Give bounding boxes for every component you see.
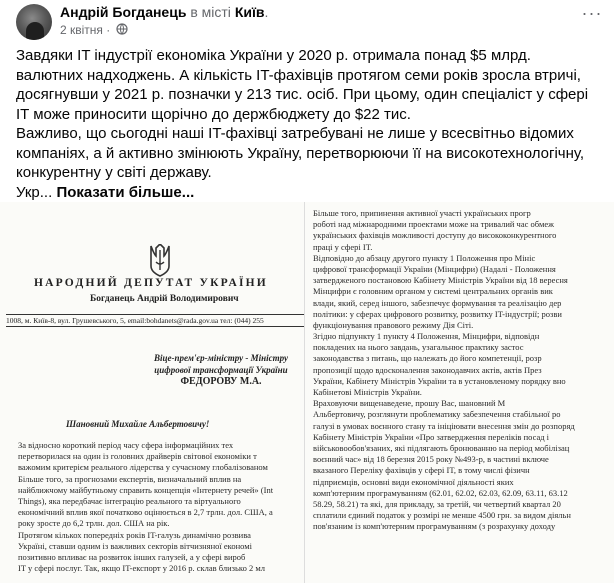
letter-line: За відносно короткий період часу сфера інформаційних тех xyxy=(18,440,234,450)
avatar[interactable] xyxy=(16,4,52,40)
author-name[interactable]: Андрій Богданець xyxy=(60,4,187,20)
truncated-text: Укр... xyxy=(16,183,53,201)
date-separator: · xyxy=(106,23,111,37)
letter-line: Альбертовичу, розглянути проблематику забезпечення стабільної ро xyxy=(313,409,561,420)
location-prefix: в місті xyxy=(190,4,231,20)
letter-line: найближчому майбутньому справить концепція «Інтернету речей» (Int xyxy=(18,484,274,495)
letter-line: позитивно впливає на розвиток інших галузей, а у сфері вироб xyxy=(18,551,246,562)
letter-line: Мінцифри є головним органом у системі центральних органів вик xyxy=(313,286,553,297)
letter-line: пов'язаним із комп'ютерним програмуванням (з розрахунку доходу xyxy=(313,521,556,532)
trident-emblem-icon xyxy=(148,244,172,278)
letter-line: законодавства з питань, що належать до його компетенції, розр xyxy=(313,353,542,364)
letter-line: військовообов'язаних, які підлягають бронюванню на період мобілізац xyxy=(313,442,570,453)
letter-line: воєнний час» від 18 березня 2015 року №493-р, в частині включе xyxy=(313,454,549,465)
addressee-line: Віце-прем'єр-міністру - Міністру xyxy=(153,353,289,363)
letter-line: влади, який, серед іншого, забезпечує формування та реалізацію дер xyxy=(313,297,562,308)
addressee-block xyxy=(136,352,304,388)
more-options-button[interactable] xyxy=(578,3,606,24)
letter-line: перетворилася на один із головних драйверів світової економіки т xyxy=(18,451,257,462)
letter-line: Things), яка передбачає інтеграцію реального та віртуального xyxy=(18,495,241,506)
letter-line: українських фахівців можливості доступу до висококонкурентного xyxy=(313,230,557,241)
deputy-name: Богданець Андрій Володимирович xyxy=(90,294,239,304)
letter-line: року зросте до 6,2 трлн. дол. США на рік. xyxy=(18,518,170,529)
letter-line: покладених на нього завдань, узагальнює практику застос xyxy=(313,342,524,353)
letter-line: галузі в умовах воєнного стану та ініціювати внесення змін до розпоряд xyxy=(313,420,575,431)
post-paragraph: Завдяки IT індустрії економіка України у 2020 р. отримала понад $5 млрд. валютних надходжень. А кількість IT-фахівців протягом семи років зросла втричі, досягнувши у 2021 р. позначки у 213 тис. осіб. При цьому, один спеціаліст у сфері IT може приносити щорічно до держбюджету до $22 тис. xyxy=(16,47,589,123)
letter-line: праці у сфері IT. xyxy=(313,241,373,252)
letter-line: цифрової трансформації України (Мінцифри) (Надалі - Положення xyxy=(313,263,556,274)
letter-body-left xyxy=(18,440,273,574)
post-truncated-line xyxy=(16,183,601,203)
post-date[interactable]: 2 квітня xyxy=(60,23,103,37)
addressee-name: ФЕДОРОВУ М.А. xyxy=(180,376,262,387)
letter-line: Більше того, за прогнозами експертів, визначальний вплив на xyxy=(18,473,242,484)
see-more-link[interactable]: Показати більше... xyxy=(56,183,195,201)
globe-icon xyxy=(116,23,128,38)
author-line: Андрій Богданець в місті Київ. xyxy=(60,4,269,20)
document-page-left xyxy=(0,202,304,583)
letter-line: економічний вплив якої початково оцінюється в 2,7 трлн. дол. США, а xyxy=(18,507,273,518)
letter-line: вказаного Переліку фахівців у сфері IT, в тому числі фізичн xyxy=(313,465,530,476)
letter-line: функціонування правового режиму Дія Сіті. xyxy=(313,319,474,330)
divider xyxy=(6,326,304,327)
letter-line: Згідно підпункту 1 пункту 4 Положення, Мінцифри, відповідн xyxy=(313,331,540,342)
letter-line: сплатили єдиний податок у розмірі не менше 4500 грн. за видом діяльн xyxy=(313,510,571,521)
ellipsis-icon: ··· xyxy=(581,3,603,23)
letter-line: України, Кабінету Міністрів України та в установленому порядку вно xyxy=(313,375,566,386)
letter-line: Відповідно до абзацу другого пункту 1 Положення про Мініс xyxy=(313,252,536,263)
letter-line: Україні, ставши одним із важливих секторів вітчизняної економі xyxy=(18,540,252,551)
letter-line: підприємців, основні види економічної діяльності яких xyxy=(313,476,514,487)
post-meta xyxy=(60,23,128,38)
letter-line: роботі над міжнародними проектами може на тривалий час обмеж xyxy=(313,219,555,230)
document-page-right xyxy=(304,202,614,583)
letter-line: комп'ютерним програмуванням (62.01, 62.02, 62.03, 62.09, 63.11, 63.12 xyxy=(313,487,568,498)
letter-line: пропозиції щодо вдосконалення законодавчих актів, актів През xyxy=(313,364,542,375)
letter-body-right xyxy=(313,208,575,532)
letter-line: політики: у сферах цифрового розвитку, розвитку IT-індустрії; розви xyxy=(313,308,562,319)
letter-line: затвердженого постановою Кабінету Міністрів України від 18 вересня xyxy=(313,275,568,286)
letter-line: Кабінету Міністрів України «Про затвердження переліків посад і xyxy=(313,431,550,442)
letter-line: 58.29, 58.21) та які, для прикладу, за третій, чи четвертий квартал 20 xyxy=(313,498,561,509)
post-text xyxy=(16,46,601,202)
addressee-line: цифрової трансформації України xyxy=(154,365,288,375)
letter-greeting: Шановний Михайле Альбертовичу! xyxy=(66,419,210,429)
letter-line: IT у сфері послуг. Так, якщо IT-експорт у 2016 р. склав близько 2 мл xyxy=(18,563,265,574)
letter-line: Враховуючи вищенаведене, прошу Вас, шановний М xyxy=(313,398,506,409)
post-header xyxy=(0,0,614,42)
letter-line: Кабінетові Міністрів України. xyxy=(313,387,422,397)
letter-line: Протягом кількох попередніх років IT-галузь динамічно розвива xyxy=(18,529,251,540)
deputy-address: 1008, м. Київ-8, вул. Грушевського, 5, email:bohdanets@rada.gov.ua тел: (044) 255 xyxy=(6,314,304,325)
deputy-title: НАРОДНИЙ ДЕПУТАТ УКРАЇНИ xyxy=(34,277,268,289)
letter-line: Більше того, припинення активної участі українських прогр xyxy=(313,208,531,218)
post-paragraph: Важливо, що сьогодні наші IT-фахівці затребувані не лише у всесвітньо відомих компаніях, а й активно змінюють Україну, перетворюючи її на високотехнологічну, конкурентну у світі державу. xyxy=(16,125,585,181)
letter-line: важомим критерієм реального лідерства у сучасному глобалізованом xyxy=(18,462,268,473)
location-city[interactable]: Київ xyxy=(234,4,265,20)
document-image[interactable] xyxy=(0,202,614,583)
